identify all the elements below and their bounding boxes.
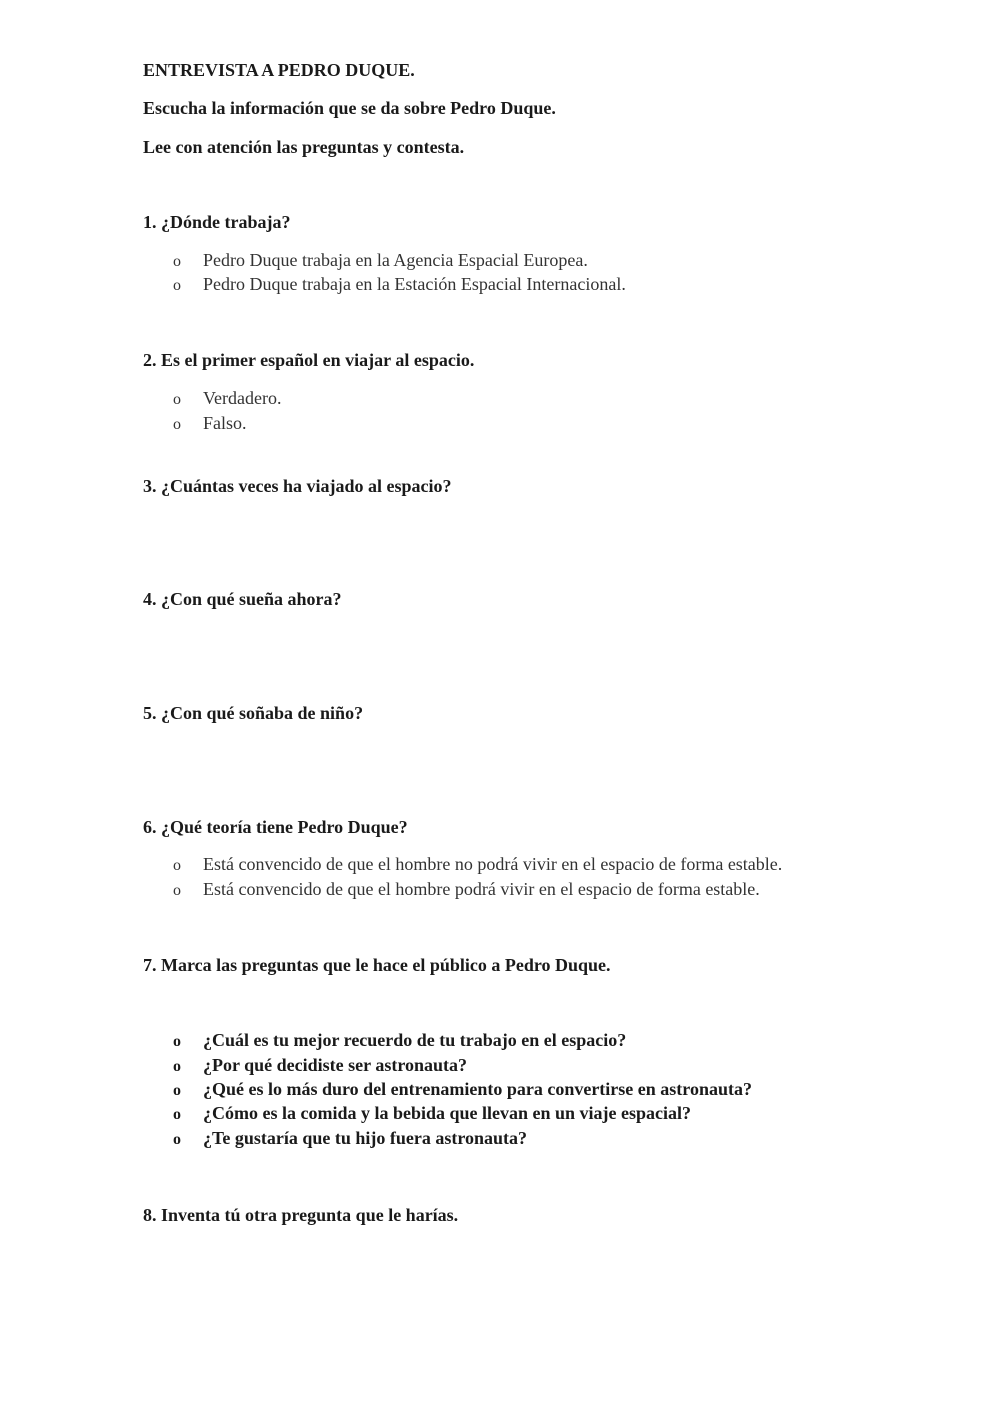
option-label: ¿Cómo es la comida y la bebida que llevan en un viaje espacial? xyxy=(203,1103,692,1123)
checkbox-circle-icon: o xyxy=(173,1033,181,1050)
radio-circle-icon: o xyxy=(173,416,181,433)
question-2: 2. Es el primer español en viajar al espacio. xyxy=(143,350,475,370)
option-label: Falso. xyxy=(203,413,247,433)
radio-circle-icon: o xyxy=(173,391,181,408)
option-label: ¿Qué es lo más duro del entrenamiento para convertirse en astronauta? xyxy=(203,1079,752,1099)
checkbox-circle-icon: o xyxy=(173,1082,181,1099)
option-label: ¿Te gustaría que tu hijo fuera astronauta? xyxy=(203,1128,528,1148)
radio-circle-icon: o xyxy=(173,857,181,874)
question-7-option-1[interactable] xyxy=(173,1029,626,1053)
question-7-option-4[interactable] xyxy=(173,1102,691,1126)
instruction-read: Lee con atención las preguntas y contesta. xyxy=(143,137,465,157)
radio-circle-icon: o xyxy=(173,882,181,899)
question-7-option-3[interactable] xyxy=(173,1078,752,1102)
option-label: Pedro Duque trabaja en la Estación Espacial Internacional. xyxy=(203,274,626,294)
question-2-option-1[interactable] xyxy=(173,387,281,411)
instruction-listen: Escucha la información que se da sobre Pedro Duque. xyxy=(143,98,556,118)
checkbox-circle-icon: o xyxy=(173,1058,181,1075)
question-6-option-1[interactable] xyxy=(173,853,782,877)
question-3: 3. ¿Cuántas veces ha viajado al espacio? xyxy=(143,476,452,496)
question-4: 4. ¿Con qué sueña ahora? xyxy=(143,589,342,609)
checkbox-circle-icon: o xyxy=(173,1131,181,1148)
option-label: Pedro Duque trabaja en la Agencia Espacial Europea. xyxy=(203,250,588,270)
question-7: 7. Marca las preguntas que le hace el público a Pedro Duque. xyxy=(143,955,611,975)
question-1-option-2[interactable] xyxy=(173,273,626,297)
radio-circle-icon: o xyxy=(173,253,181,270)
option-label: Está convencido de que el hombre podrá vivir en el espacio de forma estable. xyxy=(203,879,760,899)
option-label: Verdadero. xyxy=(203,388,282,408)
question-1: 1. ¿Dónde trabaja? xyxy=(143,212,291,232)
question-7-option-2[interactable] xyxy=(173,1054,467,1078)
option-label: ¿Por qué decidiste ser astronauta? xyxy=(203,1055,467,1075)
option-label: ¿Cuál es tu mejor recuerdo de tu trabajo en el espacio? xyxy=(203,1030,627,1050)
checkbox-circle-icon: o xyxy=(173,1106,181,1123)
question-2-option-2[interactable] xyxy=(173,412,247,436)
question-6: 6. ¿Qué teoría tiene Pedro Duque? xyxy=(143,817,408,837)
radio-circle-icon: o xyxy=(173,277,181,294)
question-6-option-2[interactable] xyxy=(173,878,760,902)
question-7-option-5[interactable] xyxy=(173,1127,527,1151)
question-1-option-1[interactable] xyxy=(173,249,588,273)
question-8: 8. Inventa tú otra pregunta que le harías. xyxy=(143,1205,459,1225)
question-5: 5. ¿Con qué soñaba de niño? xyxy=(143,703,364,723)
option-label: Está convencido de que el hombre no podrá vivir en el espacio de forma estable. xyxy=(203,854,783,874)
worksheet-title: ENTREVISTA A PEDRO DUQUE. xyxy=(143,60,415,80)
